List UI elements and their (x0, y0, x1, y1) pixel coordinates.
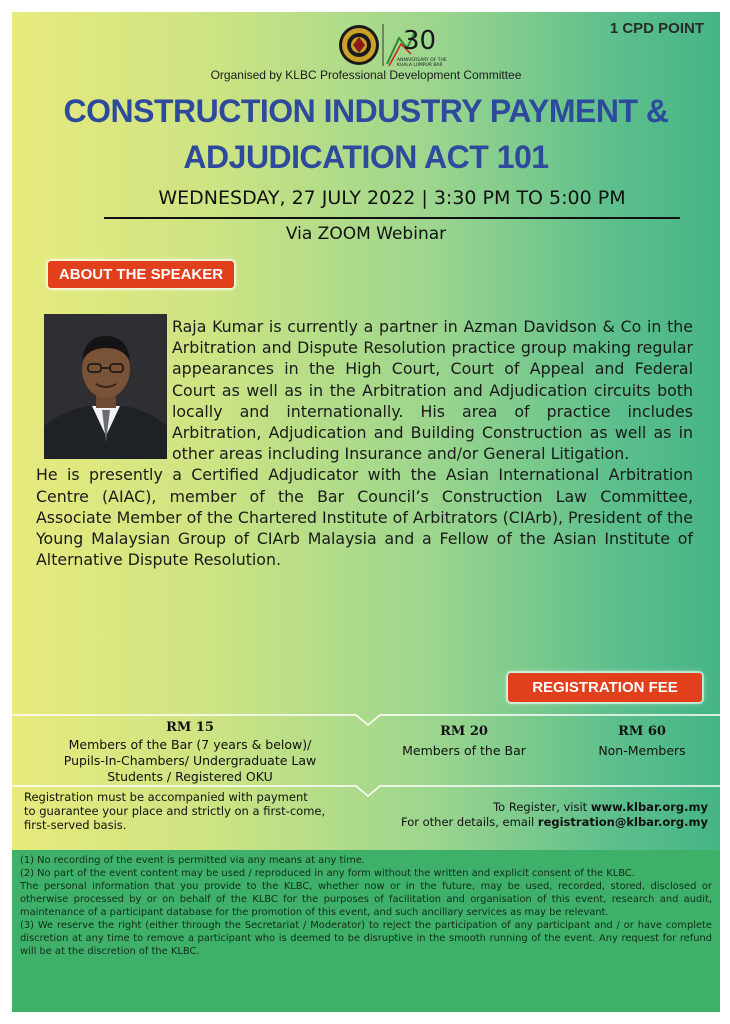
anniversary-caption (397, 58, 447, 68)
fee-tier-3 (572, 724, 712, 759)
event-venue: Via ZOOM Webinar (285, 224, 447, 244)
cpd-points: 1 CPD POINT (609, 20, 704, 37)
fee-tier-1-desc-line: Members of the Bar (7 years & below)/ (68, 737, 312, 752)
event-poster (12, 12, 720, 1012)
fee-tier-1-desc (20, 737, 360, 785)
register-contact (348, 800, 708, 830)
fee-tier-3-price: RM 60 (618, 724, 666, 739)
register-visit-prefix: To Register, visit (493, 800, 591, 814)
disclaimer-item: (3) We reserve the right (either through the Secretariat / Moderator) to reject the participation of any participant and / or have complete discretion at any time to remove a participant who is deemed to be disruptive in the smooth running of the event. Any request for refund will be at the discretion of the KLBC. (20, 920, 712, 957)
fee-tier-2-price: RM 20 (440, 724, 488, 739)
registration-note-line: first-served basis. (24, 818, 127, 832)
fee-tier-3-desc: Non-Members (598, 743, 686, 758)
about-speaker-label: ABOUT THE SPEAKER (48, 261, 234, 288)
speaker-bio-paragraph-2: He is presently a Certified Adjudicator with the Asian International Arbitration Centre (AIAC), member of the Bar Council’s Construction Law Committee, Associate Member of the Chartered Institute of Arbitrators (CIArb), President of the Young Malaysian Group of CIArb Malaysia and a Fellow of the Asian Institute of Alternative Dispute Resolution. (36, 465, 693, 570)
register-email-link[interactable]: registration@klbar.org.my (537, 815, 708, 829)
registration-note-line: to guarantee your place and strictly on a first-come, (24, 804, 326, 818)
event-title-line2: ADJUDICATION ACT 101 (183, 139, 549, 175)
disclaimer-item: (1) No recording of the event is permitted via any means at any time. (20, 855, 365, 866)
disclaimer-item: (2) No part of the event content may be used / reproduced in any form without the written and explicit consent of the KLBC. (20, 868, 635, 879)
fee-tier-1-price: RM 15 (166, 720, 214, 735)
disclaimer-text (20, 854, 712, 958)
photo-spacer (36, 316, 172, 464)
disclaimer-item: The personal information that you provide to the KLBC, whether now or in the future, may be used, recorded, stored, disclosed or otherwise processed by or on behalf of the KLBC for the purposes of facilitation and organisation of this event, research and audit, maintenance of a participant database for the promotion of this event, and such ancillary services as may be relevant. (20, 881, 712, 918)
fee-tier-2 (384, 724, 544, 759)
anniversary-caption-line1: ANNIVERSARY OF THE (397, 58, 447, 63)
register-url-link[interactable]: www.klbar.org.my (590, 800, 708, 814)
registration-fee-label: REGISTRATION FEE (508, 673, 702, 702)
datetime-underline (104, 217, 680, 219)
organiser-line: Organised by KLBC Professional Development Committee (210, 68, 522, 82)
register-email-prefix: For other details, email (400, 815, 538, 829)
speaker-bio (36, 316, 693, 570)
fee-tier-1-desc-line: Students / Registered OKU (107, 769, 273, 784)
event-datetime: WEDNESDAY, 27 JULY 2022 | 3:30 PM TO 5:00 PM (158, 187, 626, 209)
anniversary-number: 30 (403, 26, 437, 56)
fee-tier-2-desc: Members of the Bar (402, 743, 526, 758)
registration-note-line: Registration must be accompanied with payment (24, 790, 308, 804)
event-title (12, 88, 720, 180)
register-visit-line (348, 800, 708, 815)
speaker-bio-paragraph-1: Raja Kumar is currently a partner in Azman Davidson & Co in the Arbitration and Dispute Resolution practice group making regular appearances in the High Court, Court of Appeal and Federal Court as well as in the Arbitration and Adjudication circuits both locally and internationally. His area of practice includes Arbitration, Adjudication and Building Construction as well as in other areas including Insurance and/or General Litigation. (172, 317, 693, 464)
anniversary-caption-line2: KUALA LUMPUR BAR (397, 63, 443, 68)
logo-group (337, 18, 457, 74)
fee-tier-1-desc-line: Pupils-In-Chambers/ Undergraduate Law (63, 753, 317, 768)
fee-tier-1 (20, 720, 360, 785)
event-title-line1: CONSTRUCTION INDUSTRY PAYMENT & (63, 93, 669, 129)
register-email-line (348, 815, 708, 830)
registration-note (24, 790, 354, 832)
